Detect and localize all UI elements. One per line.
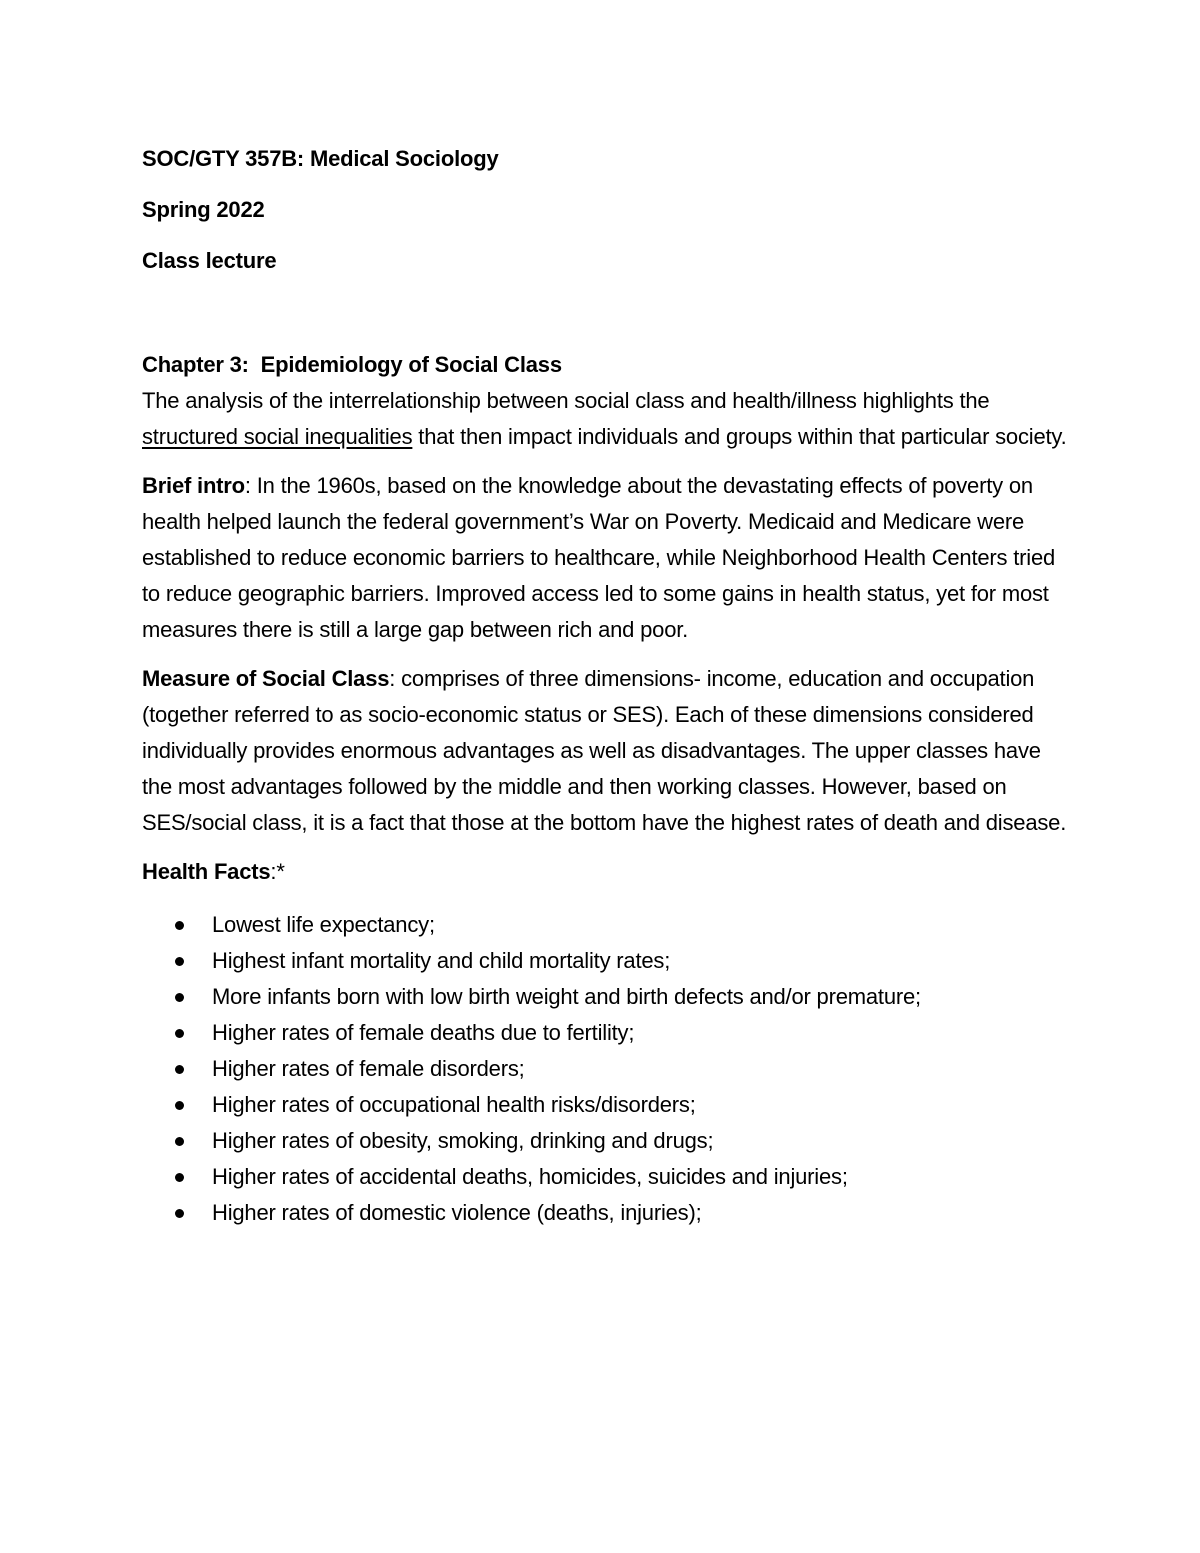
health-facts-label: Health Facts <box>142 859 271 884</box>
measure-text: : comprises of three dimensions- income, education and occupation (together referred to as socio-economic status or SES). Each of these dimensions considered individually provides enormous advantages as well as disadvantages. The upper classes have the most advantages followed by the middle and then working classes. However, based on SES/social class, it is a fact that those at the bottom have the highest rates of death and disease. <box>142 666 1067 835</box>
list-item <box>142 1123 1072 1159</box>
bullet-icon <box>175 1065 184 1074</box>
bullet-icon <box>175 921 184 930</box>
list-item-text: More infants born with low birth weight and birth defects and/or premature; <box>212 984 921 1009</box>
list-item-text: Higher rates of occupational health risks/disorders; <box>212 1092 696 1117</box>
list-item-text: Higher rates of obesity, smoking, drinking and drugs; <box>212 1128 714 1153</box>
brief-intro-label: Brief intro <box>142 473 245 498</box>
course-title: SOC/GTY 357B: Medical Sociology <box>142 146 499 171</box>
list-item <box>142 1015 1072 1051</box>
bullet-icon <box>175 1029 184 1038</box>
bullet-icon <box>175 1137 184 1146</box>
intro-paragraph <box>142 383 1072 455</box>
lecture-type-label: Class lecture <box>142 248 277 273</box>
list-item-text: Highest infant mortality and child mortality rates; <box>212 948 671 973</box>
underlined-phrase: structured social inequalities <box>142 424 413 449</box>
bullet-icon <box>175 1101 184 1110</box>
list-item-text: Higher rates of female disorders; <box>212 1056 525 1081</box>
list-item <box>142 943 1072 979</box>
list-item <box>142 1159 1072 1195</box>
list-item <box>142 979 1072 1015</box>
brief-intro-text: : In the 1960s, based on the knowledge about the devastating effects of poverty on health helped launch the federal government’s War on Poverty. Medicaid and Medicare were established to reduce economic barriers to healthcare, while Neighborhood Health Centers tried to reduce geographic barriers. Improved access led to some gains in health status, yet for most measures there is still a large gap between rich and poor. <box>142 473 1056 642</box>
measure-paragraph <box>142 661 1072 841</box>
health-facts-heading <box>142 854 1072 890</box>
term-label: Spring 2022 <box>142 197 265 222</box>
list-item <box>142 907 1072 943</box>
list-item <box>142 1087 1072 1123</box>
bullet-icon <box>175 1209 184 1218</box>
intro-text-start: The analysis of the interrelationship between social class and health/illness highlights the <box>142 388 990 413</box>
list-item-text: Higher rates of female deaths due to fertility; <box>212 1020 635 1045</box>
list-item-text: Higher rates of domestic violence (deaths, injuries); <box>212 1200 702 1225</box>
chapter-heading: Chapter 3: Epidemiology of Social Class <box>142 352 562 377</box>
list-item <box>142 1051 1072 1087</box>
health-facts-list <box>142 907 1072 1231</box>
list-item <box>142 1195 1072 1231</box>
list-item-text: Lowest life expectancy; <box>212 912 435 937</box>
bullet-icon <box>175 993 184 1002</box>
document-body <box>142 141 1072 1231</box>
bullet-icon <box>175 957 184 966</box>
measure-label: Measure of Social Class <box>142 666 390 691</box>
health-facts-suffix: :* <box>270 859 285 884</box>
brief-intro-paragraph <box>142 468 1072 648</box>
bullet-icon <box>175 1173 184 1182</box>
intro-text-end: that then impact individuals and groups within that particular society. <box>412 424 1067 449</box>
list-item-text: Higher rates of accidental deaths, homicides, suicides and injuries; <box>212 1164 848 1189</box>
